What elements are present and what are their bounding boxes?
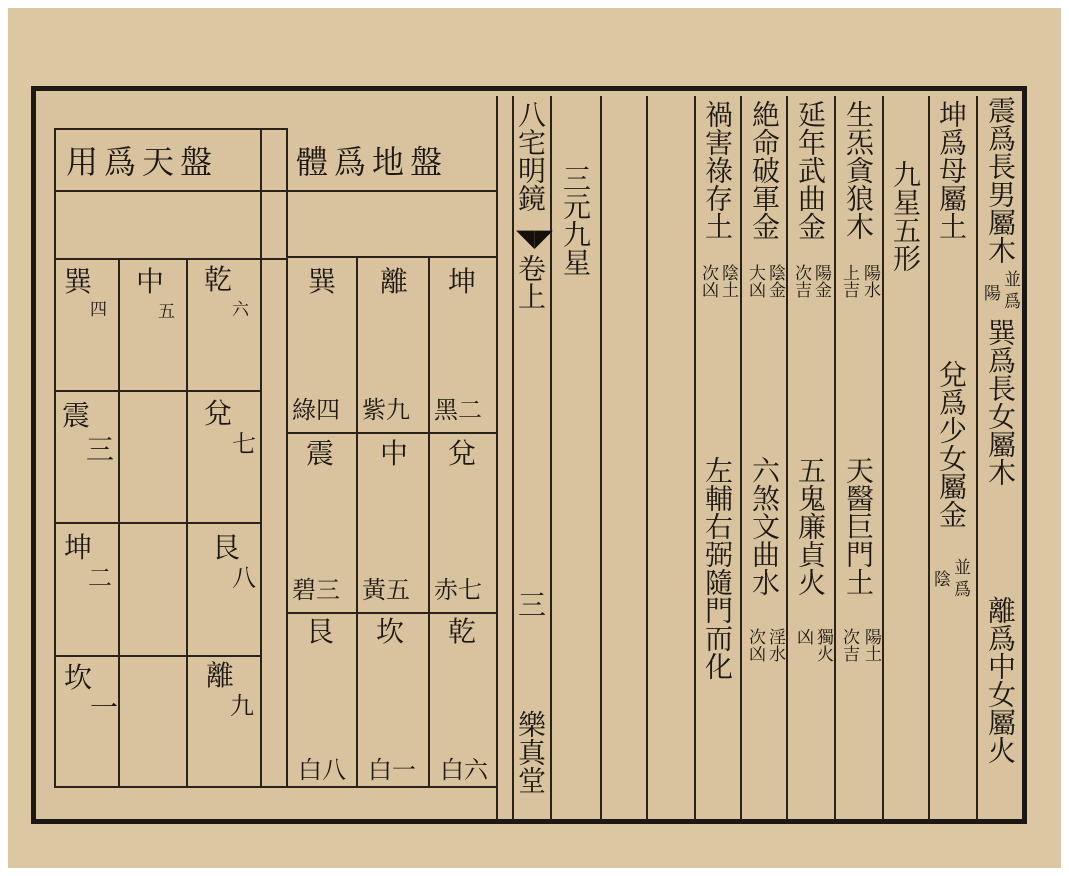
star-note: 陽土 [861,628,881,662]
palace-label: 坤 [64,531,93,564]
star-note: 次吉 [839,628,859,662]
grid-line [54,786,286,788]
grid-line [356,256,358,786]
star-entry: 延年武曲金 [794,100,827,240]
star-entry: 左輔右弼隨門而化 [701,456,734,680]
trigram-note: 並 [954,558,971,578]
palace-number: 二 [88,564,112,592]
palace-number: 七 [232,430,256,458]
column-rule [646,96,648,820]
star-label: 白八 [298,756,346,784]
star-note: 上吉 [839,264,859,298]
volume-label: 卷上 [514,254,547,310]
palace-number: 九 [230,692,254,720]
palace-label: 坎 [376,615,405,648]
star-note: 淫水 [765,628,785,662]
column-rule [976,96,978,820]
grid-line [186,258,188,788]
trigram-entry: 巽爲長女屬木 [984,318,1017,486]
grid-line [286,432,496,434]
grid-line [54,128,286,130]
palace-label: 離 [206,659,235,692]
grid-line [286,612,496,614]
star-entry: 生炁貪狼木 [842,100,875,240]
star-entry: 天醫巨門土 [842,456,875,596]
palace-label: 坎 [64,661,93,694]
column-rule [740,96,742,820]
palace-label: 離 [380,265,409,298]
column-rule [882,96,884,820]
publisher-name: 樂真堂 [514,710,547,794]
heaven-plate-heading: 用爲天盤 [66,143,219,181]
grid-line [54,258,286,260]
palace-label: 巽 [308,265,337,298]
trigram-note: 爲 [954,580,971,600]
nine-stars-heading: 九星五形 [889,160,922,272]
palace-number: 六 [232,300,249,320]
column-rule [600,96,602,820]
trigram-entry: 坤爲母屬土 [935,100,968,240]
grid-line [286,128,288,788]
star-label: 白一 [368,756,416,784]
palace-label: 乾 [204,263,233,296]
grid-line [286,190,496,192]
star-note: 大凶 [745,264,765,298]
palace-label: 震 [62,399,91,432]
star-note: 獨火 [813,628,833,662]
trigram-note: 陰 [934,570,951,590]
star-note: 陽金 [811,264,831,298]
column-rule [928,96,930,820]
star-label: 紫九 [362,396,410,424]
trigram-note: 並 [1004,270,1021,290]
grid-line [54,390,260,392]
grid-line [286,786,496,788]
palace-label: 兌 [448,437,477,470]
palace-label: 艮 [212,531,241,564]
trigram-entry: 震爲長男屬木 [984,96,1017,264]
page-number: 三 [514,590,547,618]
spine-border [550,96,552,820]
star-note: 次凶 [745,628,765,662]
star-note: 陰土 [718,264,738,298]
star-entry: 絶命破軍金 [748,100,781,240]
star-note: 陽水 [860,264,880,298]
grid-line [286,256,496,258]
palace-label: 艮 [306,615,335,648]
star-label: 碧三 [292,576,340,604]
palace-label: 巽 [64,265,93,298]
star-entry: 五鬼廉貞火 [794,456,827,596]
palace-number: 四 [90,300,107,320]
palace-label: 震 [306,437,335,470]
grid-line [54,522,260,524]
column-rule [694,96,696,820]
grid-line [496,96,498,820]
column-rule [786,96,788,820]
trigram-entry: 兌爲少女屬金 [935,360,968,528]
star-label: 赤七 [434,576,482,604]
star-label: 黑二 [434,396,482,424]
column-rule [834,96,836,820]
book-title: 八宅明鏡 [514,100,547,212]
palace-label: 坤 [448,265,477,298]
palace-label: 中 [380,437,409,470]
star-note: 次凶 [698,264,718,298]
grid-line [118,258,120,788]
palace-number: 一 [90,691,119,724]
palace-number: 三 [86,433,115,466]
star-label: 綠四 [292,396,340,424]
palace-label: 中 [136,265,165,298]
star-note: 陰金 [765,264,785,298]
trigram-note: 爲 [1004,292,1021,312]
grid-line [54,128,56,788]
grid-line [260,128,262,788]
star-entry: 六煞文曲水 [748,456,781,596]
palace-number: 八 [232,564,256,592]
palace-label: 兌 [204,397,233,430]
palace-label: 乾 [448,615,477,648]
section-title: 三元九星 [559,164,592,276]
palace-number: 五 [158,302,175,322]
trigram-note: 陽 [984,284,1001,304]
star-label: 黃五 [362,576,410,604]
earth-plate-heading: 體爲地盤 [296,143,449,181]
trigram-entry: 離爲中女屬火 [984,596,1017,764]
grid-line [54,190,286,192]
star-note: 次吉 [791,264,811,298]
fishtail-mark: ◥◤ [516,224,553,252]
star-label: 白六 [440,756,488,784]
grid-line [428,256,430,786]
star-note: 凶 [793,628,813,645]
grid-line [54,655,260,657]
star-entry: 禍害祿存土 [701,100,734,240]
